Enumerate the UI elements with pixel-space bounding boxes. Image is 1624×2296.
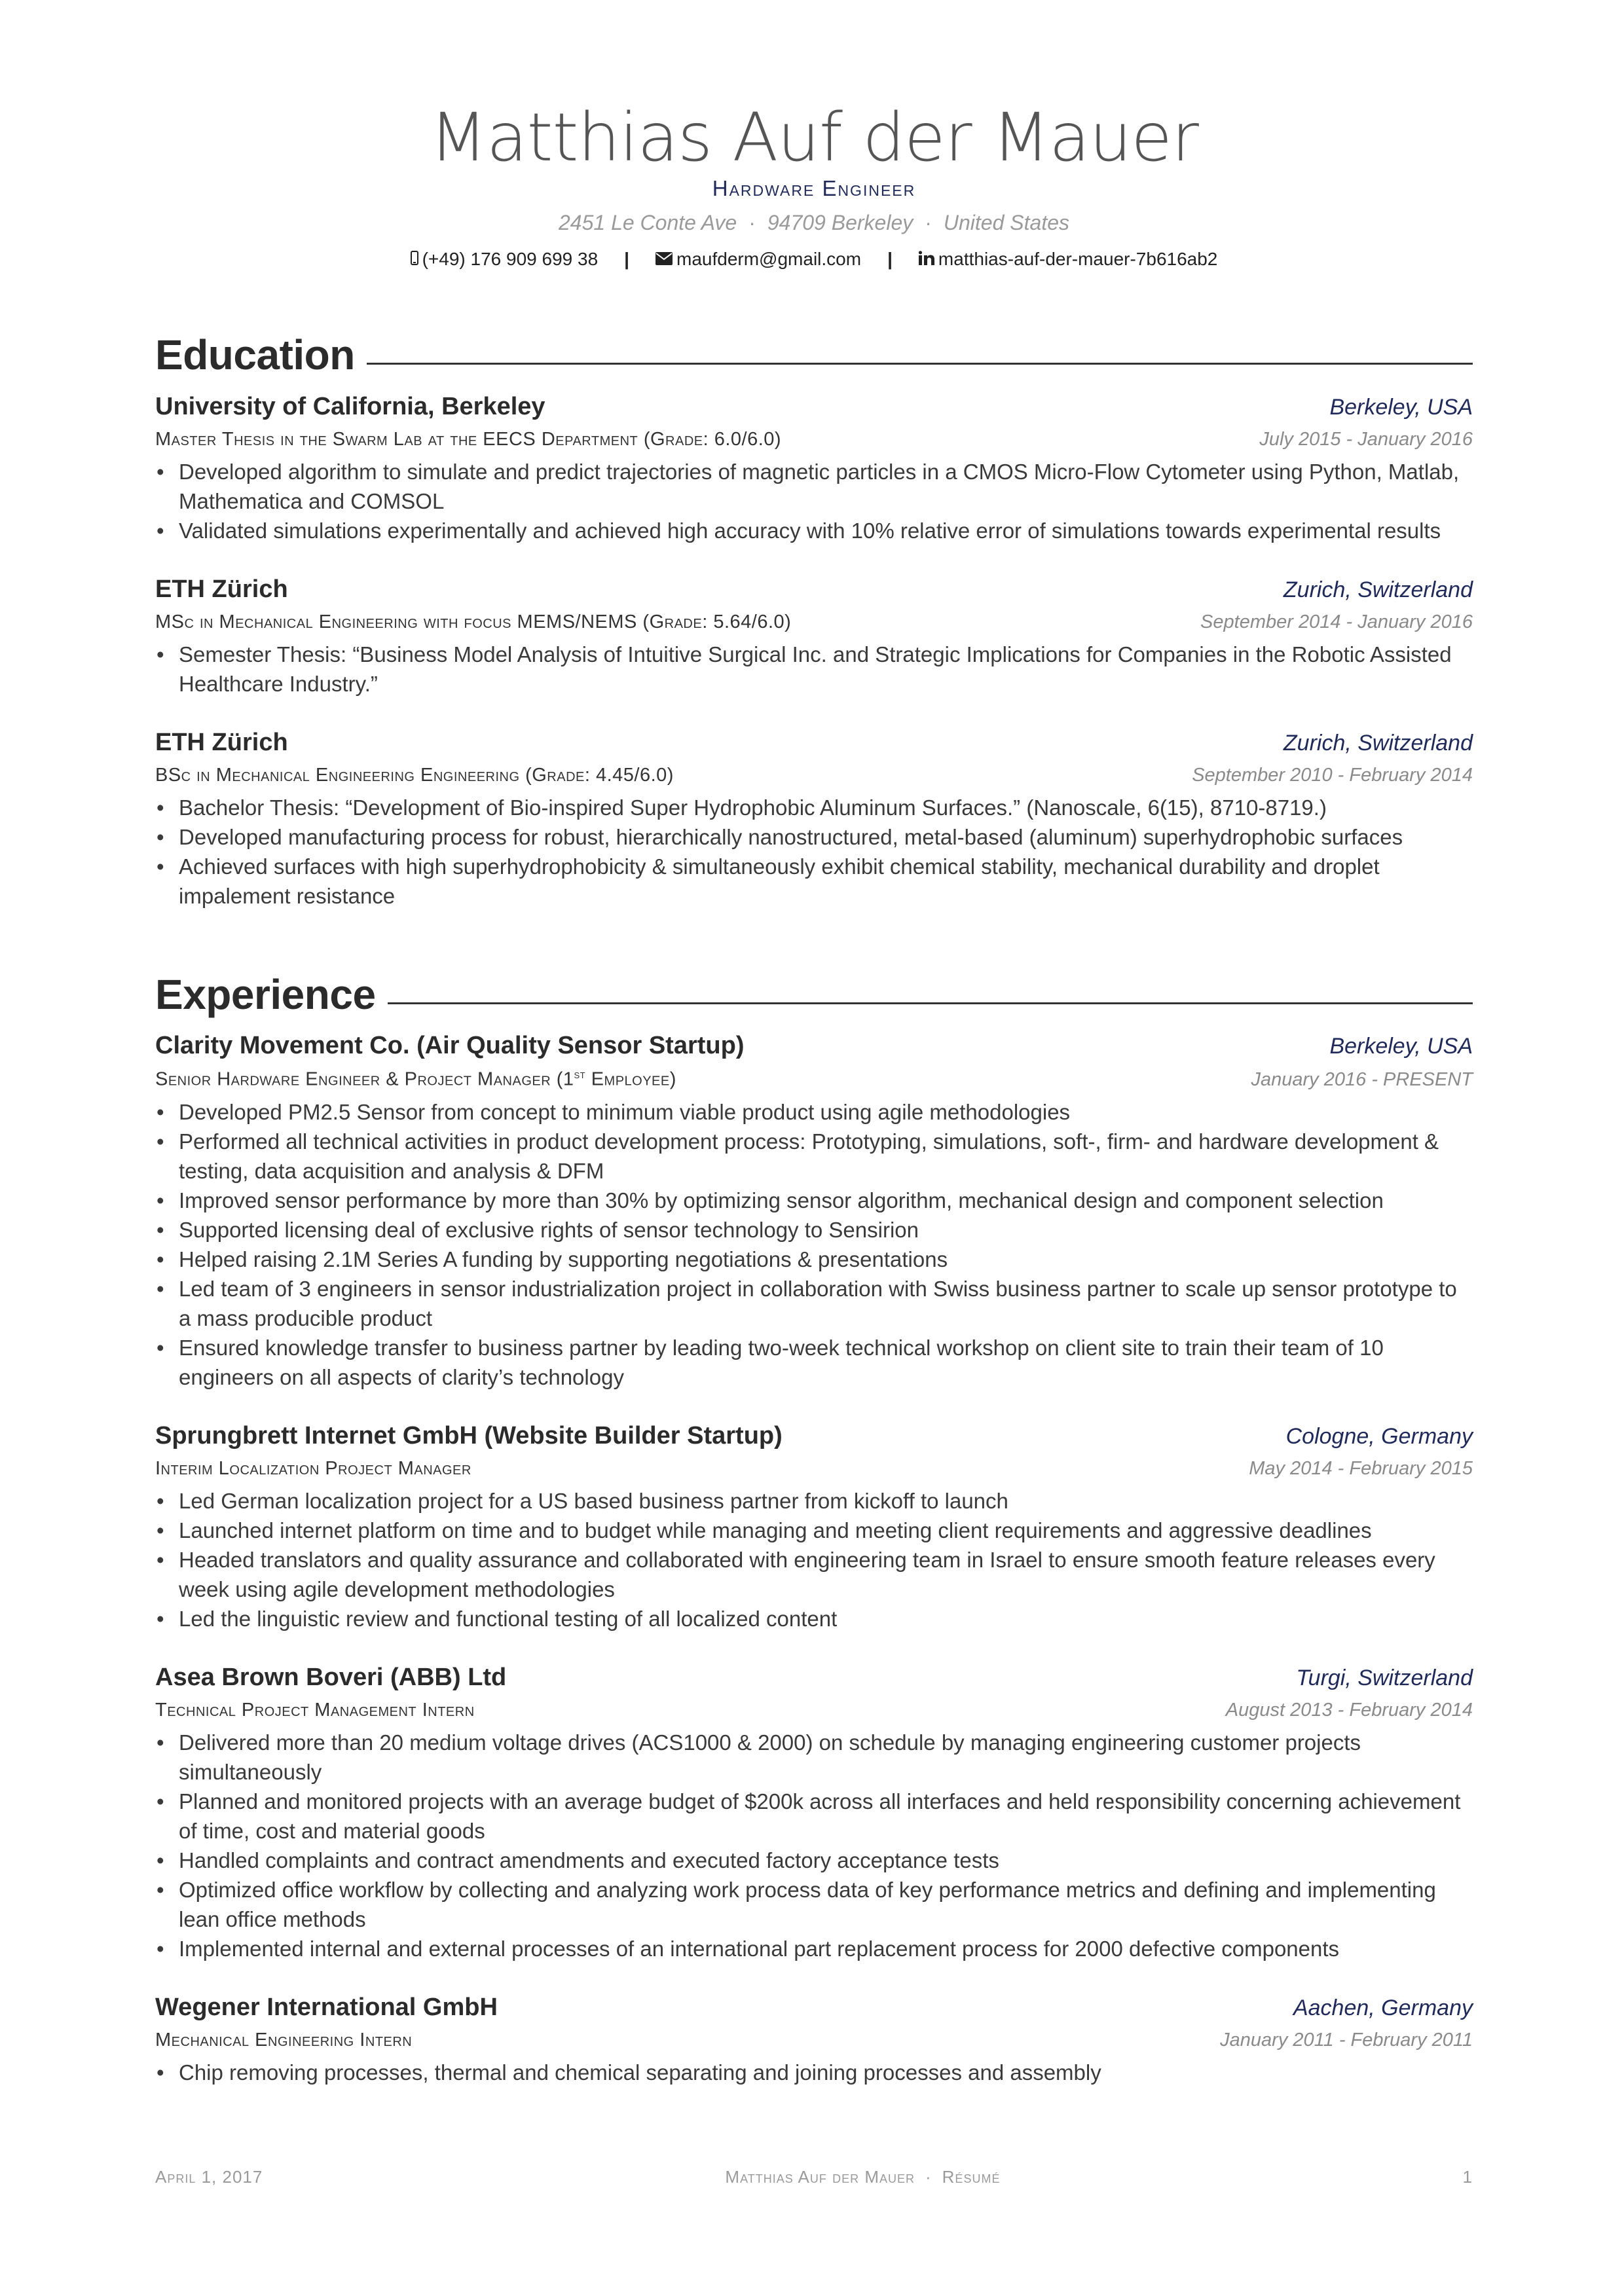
entry-header — [155, 575, 1473, 604]
bullet-item: • Performed all technical activities in product development process: Prototyping, simulations, soft-, firm- and hardware development & testing, data acquisition and analysis & DFM — [155, 1127, 1473, 1186]
bullet-item: • Bachelor Thesis: “Development of Bio-inspired Super Hydrophobic Aluminum Surfaces.” (Nanoscale, 6(15), 8710-8719.) — [155, 793, 1473, 822]
role-text-tail: Employee) — [585, 1068, 676, 1090]
bullet-item: • Helped raising 2.1M Series A funding by supporting negotiations & presentations — [155, 1245, 1473, 1274]
entry-subheader — [155, 1068, 1473, 1091]
footer-page-number: 1 — [1462, 2167, 1473, 2187]
bullet-item: • Developed algorithm to simulate and predict trajectories of magnetic particles in a CMOS Micro-Flow Cytometer using Python, Matlab, Mathematica and COMSOL — [155, 457, 1473, 516]
bullet-item: • Launched internet platform on time and to budget while managing and meeting client requirements and aggressive deadlines — [155, 1516, 1473, 1545]
entry-role — [155, 611, 791, 633]
entry-date: September 2010 - February 2014 — [1192, 764, 1473, 786]
entry-subheader — [155, 611, 1473, 633]
linkedin-icon — [919, 249, 934, 271]
entry-location: Turgi, Switzerland — [1296, 1665, 1473, 1690]
email-address[interactable]: maufderm@gmail.com — [676, 248, 862, 269]
bullet-item: • Improved sensor performance by more than 30% by optimizing sensor algorithm, mechanical design and component selection — [155, 1186, 1473, 1215]
footer-title — [725, 2167, 1000, 2187]
bullet-list — [155, 640, 1473, 699]
entry-subheader — [155, 765, 1473, 786]
entry-role — [155, 1458, 471, 1480]
role-text: Mechanical Engineering Intern — [155, 2029, 413, 2050]
organization-name: Wegener International GmbH — [155, 1993, 498, 2021]
contact-line — [155, 247, 1473, 271]
entry-location: Cologne, Germany — [1285, 1423, 1473, 1449]
phone-number: (+49) 176 909 699 38 — [422, 248, 599, 269]
entry-location: Aachen, Germany — [1293, 1995, 1473, 2020]
bullet-list — [155, 457, 1473, 545]
entry-location: Berkeley, USA — [1329, 1034, 1473, 1059]
education-entry — [155, 575, 1473, 699]
section-title: Education — [155, 331, 355, 379]
entry-header — [155, 729, 1473, 757]
entry-subheader — [155, 2030, 1473, 2051]
linkedin-handle[interactable]: matthias-auf-der-mauer-7b616ab2 — [938, 248, 1218, 269]
entry-role — [155, 2030, 412, 2051]
section-rule — [388, 1002, 1473, 1004]
entry-subheader — [155, 1458, 1473, 1480]
education-entry — [155, 393, 1473, 545]
bullet-item: • Planned and monitored projects with an average budget of $200k across all interfaces and held responsibility concerning achievement of time, cost and material goods — [155, 1787, 1473, 1846]
organization-name: Clarity Movement Co. (Air Quality Sensor Startup) — [155, 1032, 745, 1060]
footer-name: Matthias Auf der Mauer — [725, 2167, 915, 2187]
bullet-item: • Supported licensing deal of exclusive rights of sensor technology to Sensirion — [155, 1215, 1473, 1245]
bullet-item: • Led team of 3 engineers in sensor industrialization project in collaboration with Swiss business partner to scale up sensor prototype to a mass producible product — [155, 1274, 1473, 1333]
entry-header — [155, 1422, 1473, 1450]
bullet-item: • Ensured knowledge transfer to business partner by leading two-week technical workshop on client site to train their team of 10 engineers on all aspects of clarity’s technology — [155, 1333, 1473, 1392]
bullet-list — [155, 793, 1473, 911]
role-text: BSc in Mechanical Engineering Engineering (Grade: 4.45/6.0) — [155, 764, 674, 786]
organization-name: Asea Brown Boveri (ABB) Ltd — [155, 1663, 507, 1691]
bullet-list — [155, 1097, 1473, 1392]
organization-name: ETH Zürich — [155, 728, 288, 756]
bullet-list — [155, 1486, 1473, 1633]
entry-subheader — [155, 429, 1473, 450]
experience-entry — [155, 1664, 1473, 1963]
email-contact[interactable] — [655, 247, 861, 271]
separator-dot: · — [925, 211, 932, 235]
entry-role — [155, 429, 781, 450]
section-header — [155, 331, 1473, 380]
experience-entry — [155, 1032, 1473, 1392]
organization-name: Sprungbrett Internet GmbH (Website Builder Startup) — [155, 1421, 783, 1449]
contact-separator: | — [624, 248, 630, 269]
role-superscript: st — [574, 1068, 586, 1082]
address-line — [155, 210, 1473, 237]
role-text: Master Thesis in the Swarm Lab at the EECS Department (Grade: 6.0/6.0) — [155, 428, 782, 450]
separator-dot: · — [925, 2167, 932, 2187]
bullet-item: • Led German localization project for a US based business partner from kickoff to launch — [155, 1486, 1473, 1516]
role-text: Senior Hardware Engineer & Project Manager (1 — [155, 1068, 574, 1090]
resume-header — [155, 0, 1473, 271]
entry-date: January 2016 - PRESENT — [1251, 1068, 1473, 1090]
envelope-icon — [655, 249, 673, 271]
separator-dot: · — [748, 211, 756, 235]
entry-role — [155, 1068, 676, 1091]
role-text: MSc in Mechanical Engineering with focus MEMS/NEMS (Grade: 5.64/6.0) — [155, 611, 792, 632]
bullet-list — [155, 2058, 1473, 2087]
entry-location: Berkeley, USA — [1329, 394, 1473, 420]
entry-location: Zurich, Switzerland — [1283, 730, 1473, 756]
entry-date: May 2014 - February 2015 — [1249, 1457, 1473, 1479]
footer-doc: Résumé — [942, 2167, 1001, 2187]
entry-header — [155, 1032, 1473, 1060]
role-text: Interim Localization Project Manager — [155, 1457, 471, 1479]
bullet-item: • Validated simulations experimentally and achieved high accuracy with 10% relative error of simulations towards experimental results — [155, 516, 1473, 545]
education-entries — [155, 393, 1473, 911]
bullet-item: • Headed translators and quality assurance and collaborated with engineering team in Israel to ensure smooth feature releases every week using agile development methodologies — [155, 1545, 1473, 1604]
mobile-phone-icon — [411, 249, 418, 271]
experience-section — [155, 971, 1473, 2087]
bullet-item: • Achieved surfaces with high superhydrophobicity & simultaneously exhibit chemical stability, mechanical durability and droplet impalement resistance — [155, 852, 1473, 911]
education-section — [155, 331, 1473, 911]
candidate-position: Hardware Engineer — [712, 176, 916, 201]
education-entry — [155, 729, 1473, 911]
entry-header — [155, 1664, 1473, 1692]
bullet-item: • Delivered more than 20 medium voltage drives (ACS1000 & 2000) on schedule by managing engineering customer projects simultaneously — [155, 1728, 1473, 1787]
section-header — [155, 971, 1473, 1019]
organization-name: University of California, Berkeley — [155, 392, 545, 420]
entry-subheader — [155, 1700, 1473, 1721]
entry-header — [155, 1994, 1473, 2022]
resume-page — [155, 0, 1473, 2087]
bullet-item: • Handled complaints and contract amendments and executed factory acceptance tests — [155, 1846, 1473, 1875]
candidate-name: Matthias Auf der Mauer — [429, 99, 1198, 177]
page-footer — [155, 2167, 1473, 2187]
section-rule — [367, 363, 1473, 365]
experience-entry — [155, 1422, 1473, 1633]
section-title: Experience — [155, 970, 376, 1018]
entry-date: January 2011 - February 2011 — [1220, 2029, 1473, 2050]
entry-date: July 2015 - January 2016 — [1259, 428, 1473, 450]
entry-location: Zurich, Switzerland — [1283, 577, 1473, 602]
bullet-item: • Chip removing processes, thermal and chemical separating and joining processes and assembly — [155, 2058, 1473, 2087]
bullet-item: • Optimized office workflow by collecting and analyzing work process data of key performance metrics and defining and implementing lean office methods — [155, 1875, 1473, 1934]
contact-separator: | — [887, 248, 893, 269]
address-city: 94709 Berkeley — [767, 211, 913, 235]
entry-header — [155, 393, 1473, 421]
entry-role — [155, 765, 674, 786]
phone-contact — [411, 247, 599, 271]
linkedin-contact[interactable] — [919, 247, 1217, 271]
bullet-item: • Developed manufacturing process for robust, hierarchically nanostructured, metal-based (aluminum) superhydrophobic surfaces — [155, 822, 1473, 852]
address-street: 2451 Le Conte Ave — [558, 211, 737, 235]
organization-name: ETH Zürich — [155, 575, 288, 603]
bullet-item: • Developed PM2.5 Sensor from concept to minimum viable product using agile methodologies — [155, 1097, 1473, 1127]
entry-date: September 2014 - January 2016 — [1200, 611, 1473, 632]
footer-date: April 1, 2017 — [155, 2167, 263, 2187]
bullet-item: • Led the linguistic review and functional testing of all localized content — [155, 1604, 1473, 1633]
experience-entry — [155, 1994, 1473, 2087]
bullet-list — [155, 1728, 1473, 1963]
address-country: United States — [943, 211, 1069, 235]
entry-role — [155, 1700, 475, 1721]
entry-date: August 2013 - February 2014 — [1225, 1699, 1473, 1721]
role-text: Technical Project Management Intern — [155, 1699, 475, 1721]
experience-entries — [155, 1032, 1473, 2087]
bullet-item: • Implemented internal and external processes of an international part replacement process for 2000 defective components — [155, 1934, 1473, 1963]
bullet-item: • Semester Thesis: “Business Model Analysis of Intuitive Surgical Inc. and Strategic Implications for Companies in the Robotic Assisted Healthcare Industry.” — [155, 640, 1473, 699]
